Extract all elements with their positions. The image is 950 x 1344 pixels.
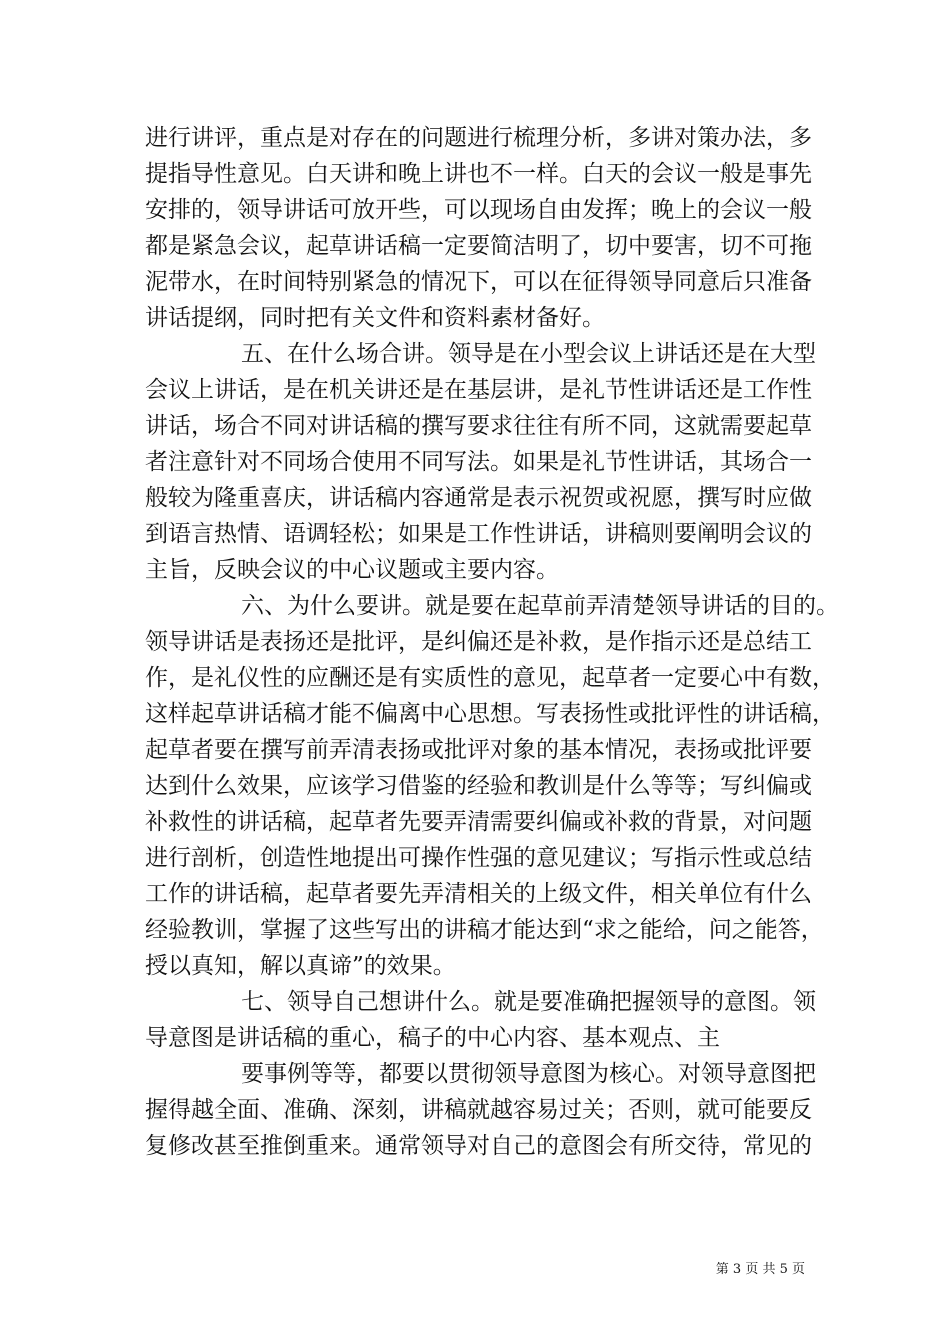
section-heading-line: 六、为什么要讲。就是要在起草前弄清楚领导讲话的目的。 [241,593,839,619]
text-line: 会议上讲话，是在机关讲还是在基层讲，是礼节性讲话还是工作性 [145,377,812,403]
text-line: 般较为隆重喜庆，讲话稿内容通常是表示祝贺或祝愿，撰写时应做 [145,485,812,511]
page-number: 第 3 页 共 5 页 [715,1262,805,1277]
text-line: 达到什么效果，应该学习借鉴的经验和教训是什么等等；写纠偏或 [145,773,812,799]
text-line: 补救性的讲话稿，起草者先要弄清需要纠偏或补救的背景，对问题 [145,809,812,835]
text-line: 导意图是讲话稿的重心，稿子的中心内容、基本观点、主 [145,1025,720,1051]
text-line: 领导讲话是表扬还是批评，是纠偏还是补救，是作指示还是总结工 [145,629,812,655]
body-text [145,120,845,1164]
text-line: 提指导性意见。白天讲和晚上讲也不一样。白天的会议一般是事先 [145,161,812,187]
text-line: 到语言热情、语调轻松；如果是工作性讲话，讲稿则要阐明会议的 [145,521,812,547]
section-heading-line: 五、在什么场合讲。领导是在小型会议上讲话还是在大型 [241,341,816,367]
page-footer [716,1258,805,1277]
text-line: 授以真知，解以真谛”的效果。 [145,953,456,979]
text-line: 要事例等等，都要以贯彻领导意图为核心。对领导意图把 [241,1061,816,1087]
text-line: 握得越全面、准确、深刻，讲稿就越容易过关；否则，就可能要反 [145,1097,812,1123]
text-line: 这样起草讲话稿才能不偏离中心思想。写表扬性或批评性的讲话稿， [145,701,835,727]
text-line: 起草者要在撰写前弄清表扬或批评对象的基本情况，表扬或批评要 [145,737,812,763]
text-line: 进行剖析，创造性地提出可操作性强的意见建议；写指示性或总结 [145,845,812,871]
text-line: 作，是礼仪性的应酬还是有实质性的意见，起草者一定要心中有数， [145,665,835,691]
text-line: 复修改甚至推倒重来。通常领导对自己的意图会有所交待，常见的 [145,1133,812,1159]
text-line: 讲话提纲，同时把有关文件和资料素材备好。 [145,305,605,331]
text-line: 都是紧急会议，起草讲话稿一定要简洁明了，切中要害，切不可拖 [145,233,812,259]
text-line: 经验教训，掌握了这些写出的讲稿才能达到“求之能给，问之能答， [145,917,824,943]
text-line: 安排的，领导讲话可放开些，可以现场自由发挥；晚上的会议一般 [145,197,812,223]
text-line: 者注意针对不同场合使用不同写法。如果是礼节性讲话，其场合一 [145,449,812,475]
section-heading-line: 七、领导自己想讲什么。就是要准确把握领导的意图。领 [241,989,816,1015]
text-line: 讲话，场合不同对讲话稿的撰写要求往往有所不同，这就需要起草 [145,413,812,439]
text-line: 主旨，反映会议的中心议题或主要内容。 [145,557,559,583]
text-line: 工作的讲话稿，起草者要先弄清相关的上级文件，相关单位有什么 [145,881,812,907]
text-line: 进行讲评，重点是对存在的问题进行梳理分析，多讲对策办法，多 [145,125,812,151]
text-line: 泥带水，在时间特别紧急的情况下，可以在征得领导同意后只准备 [145,269,812,295]
